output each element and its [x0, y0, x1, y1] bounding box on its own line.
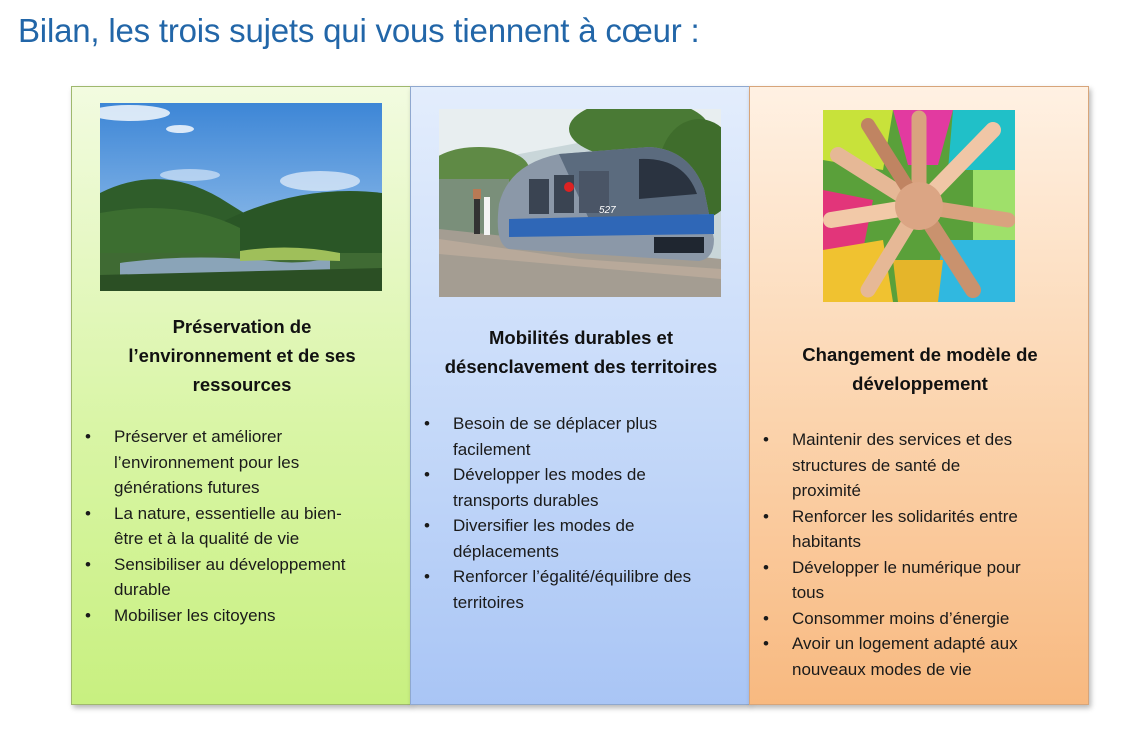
panel-mobility [410, 86, 750, 705]
list-item: • La nature, essentielle au bien- être et à la qualité de vie [84, 501, 346, 552]
list-item: • Mobiliser les citoyens [84, 603, 346, 629]
panel-environment [71, 86, 411, 705]
list-item: • Sensibiliser au développement durable [84, 552, 346, 603]
list-item: • Préserver et améliorer l’environnement pour les générations futures [84, 424, 346, 501]
list-item: • Diversifier les modes de déplacements [423, 513, 691, 564]
list-item: • Développer le numérique pour tous [762, 555, 1021, 606]
list-item: • Consommer moins d’énergie [762, 606, 1021, 632]
panel-heading: Changement de modèle de développement [802, 344, 1038, 394]
list-item: • Avoir un logement adapté aux nouveaux modes de vie [762, 631, 1021, 682]
forest-lake-photo [100, 103, 382, 291]
bullet-list [84, 424, 346, 628]
list-item: • Renforcer l’égalité/équilibre des territoires [423, 564, 691, 615]
panel-heading: Mobilités durables et désenclavement des territoires [444, 327, 718, 377]
train-number-label: 527 [599, 205, 616, 216]
list-item: • Maintenir des services et des structures de santé de proximité [762, 427, 1021, 504]
panel-heading: Préservation de l’environnement et de ses ressources [128, 316, 356, 395]
hands-photo [823, 110, 1015, 302]
bullet-list [423, 411, 691, 615]
list-item: • Besoin de se déplacer plus facilement [423, 411, 691, 462]
panel-development [749, 86, 1089, 705]
list-item: • Développer les modes de transports durables [423, 462, 691, 513]
list-item: • Renforcer les solidarités entre habitants [762, 504, 1021, 555]
bullet-list [762, 427, 1021, 682]
slide-title: Bilan, les trois sujets qui vous tiennent à cœur : [18, 12, 700, 49]
train-photo [439, 109, 721, 297]
